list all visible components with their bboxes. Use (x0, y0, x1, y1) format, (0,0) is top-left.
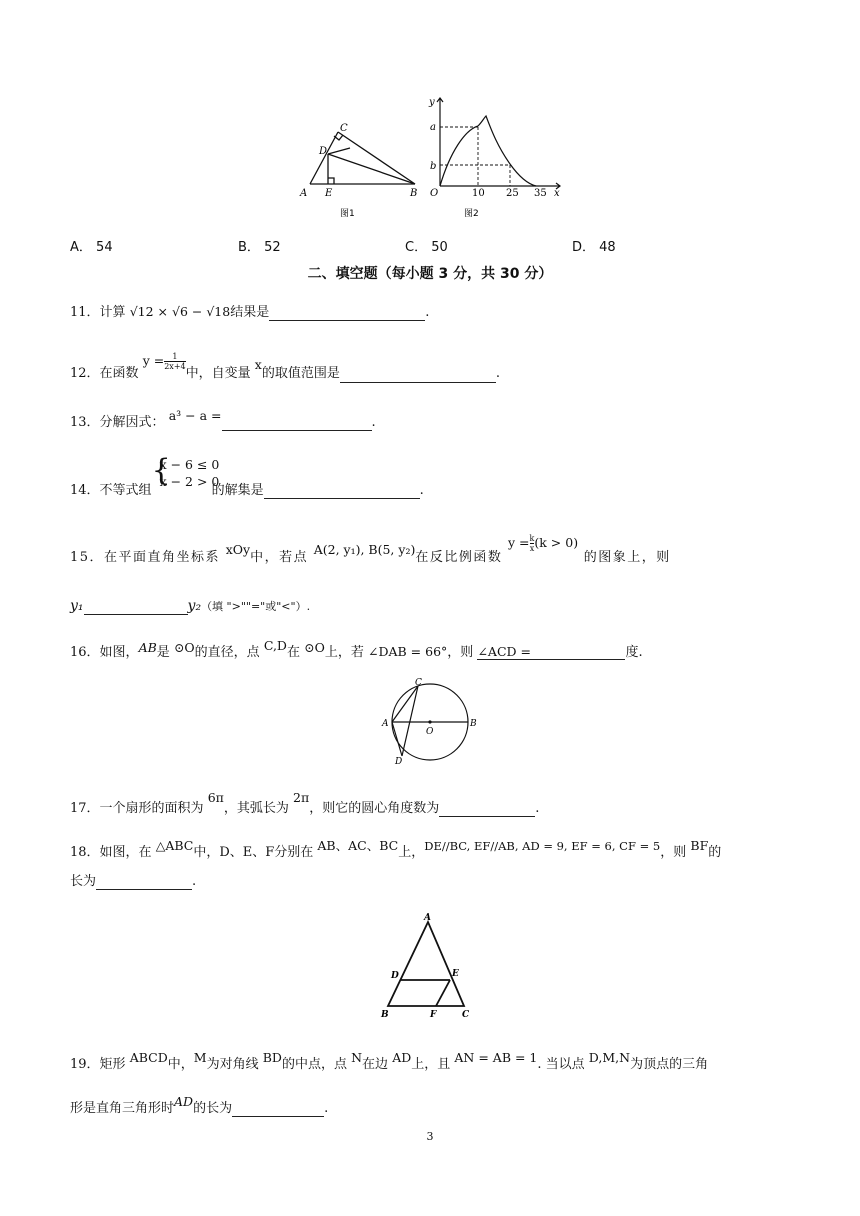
q15-func-y: y = (508, 535, 530, 550)
q12-y: y = (142, 353, 165, 368)
option-c-letter: C． (405, 240, 428, 255)
fig18-label-a: A (424, 913, 431, 923)
q15-hint: （填 ">""="或"<"）. (201, 600, 311, 613)
q13-number: 13． (70, 415, 100, 430)
q18-sides: AB、AC、BC (317, 838, 399, 853)
q16-diam: 的直径，点 (194, 645, 260, 660)
q11-expression: √12 × √6 − √18 (129, 304, 231, 319)
q14-brace: { (151, 453, 171, 488)
q19-text5: 在边 (362, 1057, 389, 1072)
q16-ab: AB (138, 640, 157, 655)
fig18-label-c: C (462, 1010, 470, 1020)
q19-text1: 矩形 (99, 1057, 126, 1072)
q16-number: 16． (70, 645, 100, 660)
fig2-label-y: y (429, 97, 435, 108)
fig2-label-o: O (430, 188, 439, 199)
q16-on: 在 (286, 645, 300, 660)
fig2-label-a: a (430, 122, 436, 133)
fig16-label-o: O (426, 727, 434, 737)
q14-end: . (419, 483, 424, 498)
option-c[interactable] (405, 236, 448, 255)
q12-number: 12． (70, 366, 100, 381)
q12-answer-blank[interactable] (340, 368, 496, 383)
q14-line2: x − 2 > 0 (159, 474, 220, 489)
q16-acd[interactable]: ∠ACD = (477, 644, 625, 660)
option-d-letter: D． (572, 240, 596, 255)
q15-y2: y₂ (187, 598, 202, 614)
q15-func-x: x (529, 544, 535, 553)
fig18-label-e: E (452, 969, 459, 979)
fig2-caption: 图2 (464, 209, 479, 219)
q12-end: . (495, 366, 500, 381)
q15-text4: 的图象上，则 (583, 550, 671, 565)
q12-pre: 在函数 (99, 366, 139, 381)
q18-bf: BF (690, 838, 709, 853)
question-11 (70, 304, 429, 321)
fig16-label-b: B (470, 719, 477, 729)
q17-end: . (535, 801, 540, 816)
q17-answer-blank[interactable] (439, 802, 535, 817)
q19-text2: 中， (167, 1057, 194, 1072)
q17-text2: ，其弧长为 (223, 801, 289, 816)
q15-coord: xOy (225, 542, 251, 557)
q18-number: 18． (70, 845, 100, 860)
q12-post: 的取值范围是 (261, 366, 340, 381)
q18-text1: 如图，在 (99, 845, 152, 860)
q15-answer-blank[interactable] (84, 600, 188, 615)
q19-end: . (324, 1101, 329, 1116)
fig2-label-x: x (554, 188, 560, 199)
q16-pre: 如图， (99, 645, 139, 660)
option-c-value: 50 (431, 240, 448, 255)
question-15-line2 (70, 598, 310, 615)
option-b-value: 52 (264, 240, 281, 255)
q13-expression: a³ − a = (168, 408, 222, 423)
fig1-label-d: D (319, 146, 328, 157)
q16-upon: 上，若 (324, 645, 364, 660)
question-14 (70, 453, 424, 499)
figure-2-graph (420, 92, 570, 220)
question-18 (70, 838, 722, 861)
q19-points: D,M,N (588, 1050, 631, 1065)
q19-number: 19． (70, 1057, 100, 1072)
q19-answer-blank[interactable] (232, 1102, 324, 1117)
q18-text3: 上， (398, 845, 425, 860)
fig16-label-c: C (415, 678, 422, 688)
q11-end: . (425, 305, 430, 320)
figure-1-triangle (290, 118, 430, 218)
fig16-label-d: D (395, 757, 403, 766)
q16-angle: ∠DAB = 66° (368, 644, 448, 659)
q19-ad: AD (392, 1050, 412, 1065)
q16-circle2: ⊙O (304, 640, 325, 655)
q19-m: M (193, 1050, 207, 1065)
q15-func-k: k (529, 534, 535, 543)
page-number: 3 (426, 1130, 434, 1143)
q15-func-cond: (k > 0) (534, 535, 579, 550)
q18-text4: ，则 (660, 845, 687, 860)
q14-system (151, 453, 220, 494)
question-16 (70, 638, 643, 661)
q19-condition: AN = AB = 1 (454, 1050, 538, 1065)
q18-end: . (192, 874, 197, 889)
q19-text6: 上，且 (411, 1057, 451, 1072)
q15-text2: 中，若点 (250, 550, 309, 565)
fig18-label-f: F (430, 1010, 437, 1020)
fig1-caption: 图1 (340, 209, 355, 218)
q17-text1: 一个扇形的面积为 (99, 801, 204, 816)
q17-arc: 2π (293, 790, 310, 805)
q18-text2: 中，D、E、F分别在 (193, 845, 314, 860)
fig2-tick-25: 25 (506, 188, 519, 199)
fig2-label-b: b (430, 161, 437, 172)
option-a-value: 54 (96, 240, 113, 255)
fig1-label-c: C (340, 123, 348, 134)
q18-line2: 长为 (70, 874, 97, 889)
q19-bd: BD (262, 1050, 282, 1065)
q19-text7: . 当以点 (537, 1057, 585, 1072)
q16-is: 是 (156, 645, 170, 660)
q15-function (508, 536, 578, 551)
q17-text3: ，则它的圆心角度数为 (309, 801, 440, 816)
q11-pre: 计算 (99, 305, 126, 320)
question-19 (70, 1050, 709, 1073)
q15-points: A(2, y₁), B(5, y₂) (313, 542, 416, 557)
option-a-letter: A． (70, 240, 92, 255)
q18-condition: DE//BC, EF//AB, AD = 9, EF = 6, CF = 5 (424, 839, 661, 853)
q14-line1: x − 6 ≤ 0 (159, 457, 220, 472)
fig18-label-b: B (381, 1010, 389, 1020)
question-18-line2 (70, 874, 196, 890)
option-b-letter: B． (238, 240, 260, 255)
q12-mid: 中，自变量 (185, 366, 251, 381)
option-d[interactable] (572, 236, 616, 255)
fig1-label-a: A (300, 188, 308, 199)
q17-number: 17． (70, 801, 100, 816)
q19-text4: 的中点，点 (281, 1057, 347, 1072)
q12-frac-den: 2x+4 (164, 362, 186, 371)
question-15 (70, 534, 671, 567)
q14-post: 的解集是 (211, 483, 264, 498)
q15-text1: 在平面直角坐标系 (104, 550, 221, 565)
q13-pre: 分解因式： (99, 415, 165, 430)
q13-end: . (371, 415, 376, 430)
question-12 (70, 352, 500, 383)
q15-y1: y₁ (70, 598, 84, 614)
q16-then: ，则 (447, 645, 474, 660)
question-13 (70, 408, 376, 431)
q11-number: 11． (70, 305, 100, 320)
q19-text3: 为对角线 (206, 1057, 259, 1072)
q16-circle1: ⊙O (173, 640, 195, 655)
q16-unit: 度. (625, 645, 643, 660)
q18-triangle: △ABC (155, 838, 194, 853)
q19-ad2: AD (174, 1094, 194, 1109)
fig2-tick-35: 35 (534, 188, 547, 199)
q15-text3: 在反比例函数 (415, 550, 503, 565)
fig18-label-d: D (391, 971, 399, 981)
q11-answer-blank[interactable] (269, 306, 425, 321)
q19-line2b: 的长为 (193, 1101, 233, 1116)
q14-number: 14． (70, 483, 100, 498)
q18-answer-blank[interactable] (96, 875, 192, 890)
fig1-label-b: B (410, 188, 418, 199)
option-d-value: 48 (599, 240, 616, 255)
q19-line2a: 形是直角三角形时 (70, 1101, 175, 1116)
q17-area: 6π (207, 790, 224, 805)
question-19-line2 (70, 1094, 329, 1117)
q18-text5: 的 (708, 845, 722, 860)
fig2-tick-10: 10 (472, 188, 485, 199)
q14-pre: 不等式组 (99, 483, 152, 498)
q19-rect: ABCD (129, 1050, 168, 1065)
q19-text8: 为顶点的三角 (630, 1057, 709, 1072)
q14-answer-blank[interactable] (264, 484, 420, 499)
option-b[interactable] (238, 236, 281, 255)
q13-answer-blank[interactable] (222, 416, 372, 431)
q12-fraction (164, 352, 185, 371)
q15-number: 15． (70, 550, 105, 565)
q12-var: x (254, 357, 262, 372)
figure-16-circle (378, 676, 488, 766)
q16-cd: C,D (263, 638, 287, 653)
q11-post: 结果是 (230, 305, 270, 320)
question-17 (70, 790, 540, 817)
q12-frac-num: 1 (172, 352, 178, 361)
fig1-label-e: E (325, 188, 333, 199)
section-title: 二、填空题（每小题 3 分，共 30 分） (307, 266, 553, 282)
q19-n: N (351, 1050, 363, 1065)
fig16-label-a: A (382, 719, 389, 729)
option-a[interactable] (70, 236, 113, 255)
figure-18-triangle (378, 912, 478, 1022)
